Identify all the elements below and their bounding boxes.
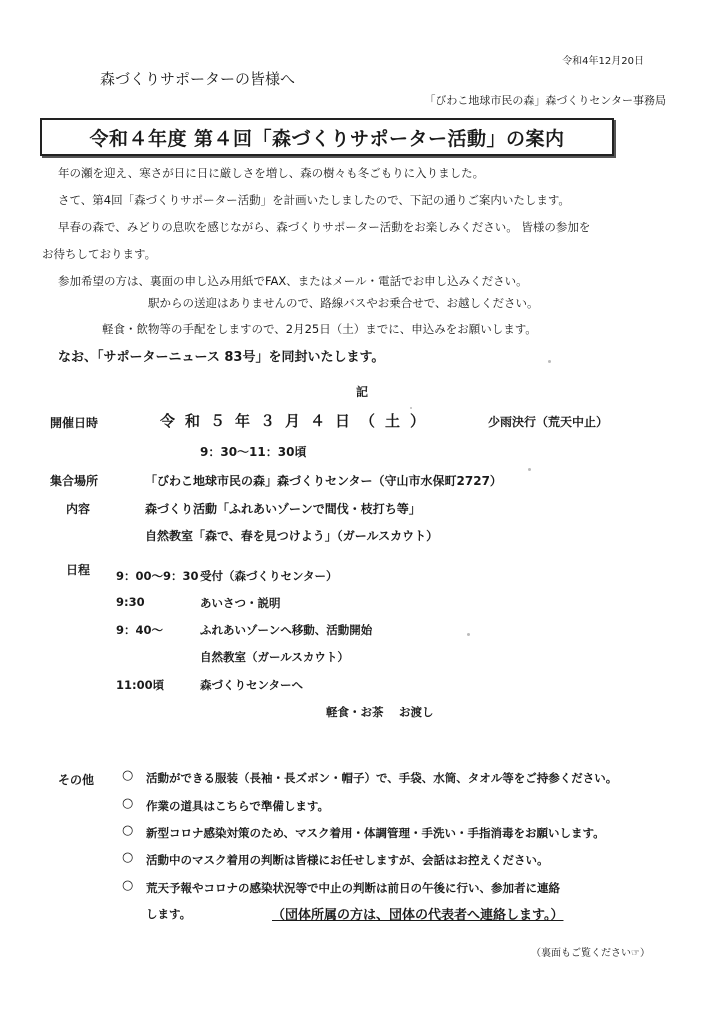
ki-heading: 記	[356, 385, 369, 399]
salutation: 森づくりサポーターの皆様へ	[100, 70, 296, 88]
other-item-2: 作業の道具はこちらで準備します。	[146, 799, 329, 813]
scan-speck	[548, 360, 551, 363]
body-paragraph-1: 年の瀬を迎え、寒さが日に日に厳しさを増し、森の樹々も冬ごもりに入りました。	[58, 166, 485, 180]
body-paragraph-6: 軽食・飲物等の手配をしますので、2月25日（土）までに、申込みをお願いします。	[102, 322, 537, 336]
scan-speck	[410, 407, 412, 409]
sender: 「びわこ地球市民の森」森づくりセンター事務局	[424, 94, 666, 107]
event-time: 9：30～11：30頃	[200, 445, 307, 459]
content-item-1: 森づくり活動「ふれあいゾーンで間伐・枝打ち等」	[145, 502, 421, 516]
other-label: その他	[58, 773, 95, 787]
bullet-icon: ○	[122, 768, 134, 783]
schedule-label: 日程	[66, 563, 91, 577]
bullet-icon: ○	[122, 878, 134, 893]
other-item-5: 荒天予報やコロナの感染状況等で中止の判断は前日の午後に行い、参加者に連絡	[146, 881, 560, 895]
title-box	[40, 118, 614, 156]
other-item-3: 新型コロナ感染対策のため、マスク着用・体調管理・手洗い・手指消毒をお願いします。	[146, 826, 605, 840]
weather-note: 少雨決行（荒天中止）	[488, 415, 609, 429]
issue-date: 令和4年12月20日	[562, 56, 644, 67]
place-label: 集合場所	[50, 474, 99, 488]
scan-speck	[467, 633, 470, 636]
place-value: 「びわこ地球市民の森」森づくりセンター（守山市水保町2727）	[145, 474, 502, 488]
body-paragraph-5: 駅からの送迎はありませんので、路線バスやお乗合せで、お越しください。	[148, 296, 539, 310]
other-item-5-cont: します。	[146, 907, 192, 921]
content-item-2: 自然教室「森で、春を見つけよう」（ガールスカウト）	[145, 529, 439, 543]
event-date: 令和５年３月４日（土）	[160, 412, 436, 430]
date-label: 開催日時	[50, 416, 99, 430]
body-paragraph-3b: お待ちしております。	[42, 247, 157, 261]
other-item-4: 活動中のマスク着用の判断は皆様にお任せしますが、会話はお控えください。	[146, 853, 549, 867]
content-label: 内容	[66, 502, 91, 516]
schedule-closing: 軽食・お茶 お渡し	[326, 705, 434, 719]
bullet-icon: ○	[122, 850, 134, 865]
body-paragraph-2: さて、第4回「森づくりサポーター活動」を計画いたしましたので、下記の通りご案内いたします。	[58, 193, 570, 207]
page-title: 令和４年度 第４回「森づくりサポーター活動」の案内	[89, 127, 565, 150]
bullet-icon: ○	[122, 796, 134, 811]
schedule-desc-2: あいさつ・説明	[200, 596, 281, 610]
bullet-icon: ○	[122, 823, 134, 838]
schedule-desc-3: ふれあいゾーンへ移動、活動開始	[200, 623, 373, 637]
body-paragraph-3a: 早春の森で、みどりの息吹を感じながら、森づくりサポーター活動をお楽しみください。 皆様の参加を	[58, 220, 591, 234]
schedule-time-3: 9：40～	[116, 623, 164, 637]
schedule-desc-4: 自然教室（ガールスカウト）	[200, 650, 349, 664]
schedule-desc-5: 森づくりセンターへ	[200, 678, 304, 692]
scan-speck	[528, 468, 531, 471]
schedule-time-5: 11:00頃	[116, 678, 165, 692]
group-contact-note: （団体所属の方は、団体の代表者へ連絡します。）	[272, 908, 564, 923]
body-paragraph-4: 参加希望の方は、裏面の申し込み用紙でFAX、またはメール・電話でお申し込みください。	[58, 274, 528, 288]
schedule-desc-1: 受付（森づくりセンター）	[200, 569, 338, 583]
turn-over-note: （裏面もご覧ください☞）	[531, 948, 650, 959]
other-item-1: 活動ができる服装（長袖・長ズボン・帽子）で、手袋、水筒、タオル等をご持参ください。	[146, 771, 618, 785]
schedule-time-2: 9:30	[116, 595, 145, 609]
newsletter-note: なお、「サポーターニュース 83号」を同封いたします。	[58, 350, 385, 365]
schedule-time-1: 9：00～9：30	[116, 569, 199, 583]
